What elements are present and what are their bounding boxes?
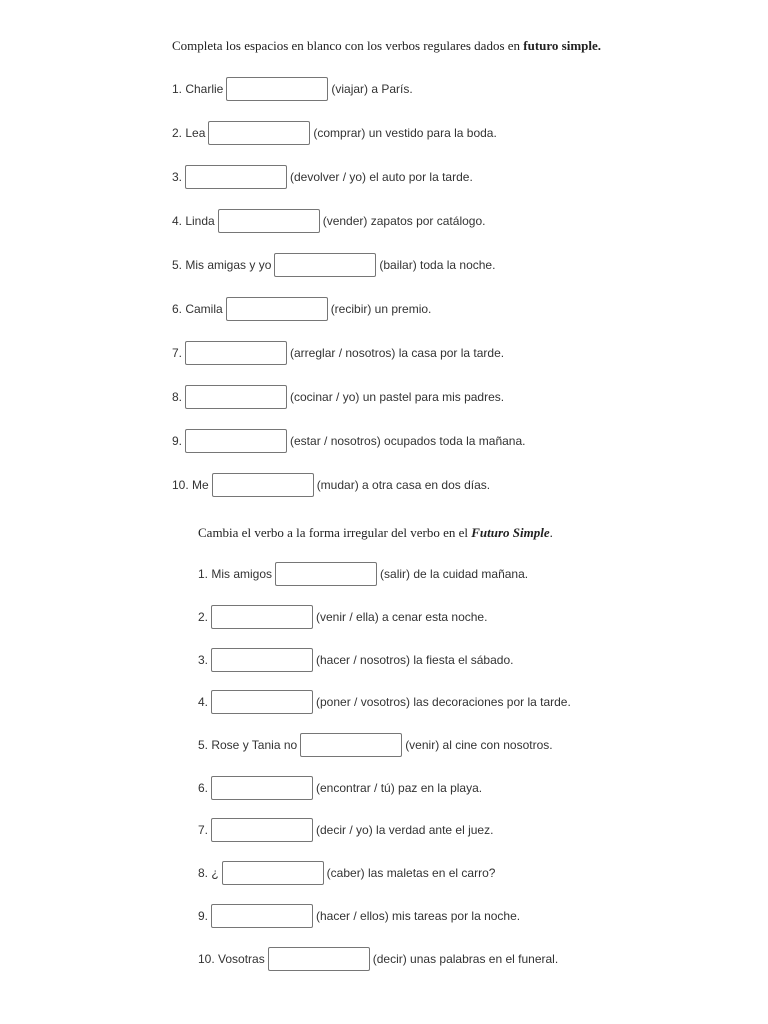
item-prefix: 1. Mis amigos bbox=[198, 567, 273, 581]
answer-field[interactable] bbox=[274, 253, 376, 277]
section2-instruction-text: Cambia el verbo a la forma irregular del verbo en el bbox=[198, 525, 472, 540]
item-hint: (decir / yo) la verdad ante el juez. bbox=[316, 823, 494, 837]
section1-instruction-emphasis: futuro simple. bbox=[523, 38, 602, 53]
exercise1-item bbox=[172, 385, 504, 409]
section2-instruction bbox=[198, 525, 553, 541]
item-hint: (encontrar / tú) paz en la playa. bbox=[316, 781, 483, 795]
exercise1-item bbox=[172, 297, 431, 321]
answer-field[interactable] bbox=[185, 385, 287, 409]
item-hint: (arreglar / nosotros) la casa por la tarde. bbox=[290, 346, 505, 360]
exercise1-item bbox=[172, 165, 473, 189]
exercise1-item bbox=[172, 209, 485, 233]
item-prefix: 8. bbox=[172, 390, 183, 404]
item-prefix: 9. bbox=[172, 434, 183, 448]
exercise2-item bbox=[198, 733, 553, 757]
answer-field[interactable] bbox=[185, 341, 287, 365]
item-prefix: 2. Lea bbox=[172, 126, 206, 140]
item-hint: (comprar) un vestido para la boda. bbox=[313, 126, 497, 140]
exercise2-item bbox=[198, 776, 482, 800]
answer-field[interactable] bbox=[185, 429, 287, 453]
item-prefix: 6. Camila bbox=[172, 302, 223, 316]
exercise2-item bbox=[198, 690, 571, 714]
item-prefix: 5. Rose y Tania no bbox=[198, 738, 298, 752]
exercise2-item bbox=[198, 648, 513, 672]
exercise1-item bbox=[172, 77, 413, 101]
item-hint: (poner / vosotros) las decoraciones por la tarde. bbox=[316, 695, 571, 709]
exercise2-item bbox=[198, 947, 558, 971]
item-hint: (recibir) un premio. bbox=[330, 302, 432, 316]
exercise2-item bbox=[198, 562, 528, 586]
item-prefix: 10. Me bbox=[172, 478, 209, 492]
exercise1-item bbox=[172, 121, 497, 145]
item-hint: (vender) zapatos por catálogo. bbox=[322, 214, 486, 228]
item-prefix: 4. bbox=[198, 695, 209, 709]
exercise1-item bbox=[172, 473, 490, 497]
item-hint: (venir / ella) a cenar esta noche. bbox=[316, 610, 488, 624]
exercise1-item bbox=[172, 253, 495, 277]
item-prefix: 3. bbox=[172, 170, 183, 184]
answer-field[interactable] bbox=[226, 77, 328, 101]
item-prefix: 9. bbox=[198, 909, 209, 923]
item-hint: (cocinar / yo) un pastel para mis padres. bbox=[290, 390, 505, 404]
item-hint: (caber) las maletas en el carro? bbox=[326, 866, 496, 880]
exercise2-item bbox=[198, 861, 495, 885]
answer-field[interactable] bbox=[211, 776, 313, 800]
answer-field[interactable] bbox=[211, 904, 313, 928]
item-hint: (venir) al cine con nosotros. bbox=[405, 738, 553, 752]
item-prefix: 7. bbox=[198, 823, 209, 837]
item-prefix: 1. Charlie bbox=[172, 82, 224, 96]
item-hint: (decir) unas palabras en el funeral. bbox=[372, 952, 559, 966]
item-prefix: 6. bbox=[198, 781, 209, 795]
exercise2-item bbox=[198, 818, 493, 842]
section2-instruction-suffix: . bbox=[549, 525, 553, 540]
item-hint: (hacer / nosotros) la fiesta el sábado. bbox=[316, 653, 514, 667]
answer-field[interactable] bbox=[222, 861, 324, 885]
answer-field[interactable] bbox=[185, 165, 287, 189]
answer-field[interactable] bbox=[211, 648, 313, 672]
answer-field[interactable] bbox=[208, 121, 310, 145]
item-prefix: 10. Vosotras bbox=[198, 952, 265, 966]
answer-field[interactable] bbox=[218, 209, 320, 233]
item-prefix: 2. bbox=[198, 610, 209, 624]
answer-field[interactable] bbox=[226, 297, 328, 321]
item-prefix: 4. Linda bbox=[172, 214, 215, 228]
item-hint: (devolver / yo) el auto por la tarde. bbox=[290, 170, 473, 184]
section1-instruction bbox=[172, 38, 601, 54]
item-hint: (bailar) toda la noche. bbox=[379, 258, 496, 272]
section1-instruction-text: Completa los espacios en blanco con los verbos regulares dados en bbox=[172, 38, 524, 53]
answer-field[interactable] bbox=[211, 818, 313, 842]
item-prefix: 5. Mis amigas y yo bbox=[172, 258, 272, 272]
answer-field[interactable] bbox=[211, 690, 313, 714]
item-hint: (estar / nosotros) ocupados toda la mañana. bbox=[290, 434, 526, 448]
item-hint: (viajar) a París. bbox=[331, 82, 413, 96]
exercise2-item bbox=[198, 904, 520, 928]
answer-field[interactable] bbox=[300, 733, 402, 757]
item-hint: (salir) de la cuidad mañana. bbox=[380, 567, 529, 581]
exercise2-item bbox=[198, 605, 487, 629]
answer-field[interactable] bbox=[211, 605, 313, 629]
answer-field[interactable] bbox=[275, 562, 377, 586]
exercise1-item bbox=[172, 341, 504, 365]
answer-field[interactable] bbox=[268, 947, 370, 971]
item-prefix: 8. ¿ bbox=[198, 866, 219, 880]
item-prefix: 7. bbox=[172, 346, 183, 360]
item-prefix: 3. bbox=[198, 653, 209, 667]
section2-instruction-emphasis: Futuro Simple bbox=[471, 525, 550, 540]
item-hint: (hacer / ellos) mis tareas por la noche. bbox=[316, 909, 521, 923]
item-hint: (mudar) a otra casa en dos días. bbox=[316, 478, 491, 492]
exercise1-item bbox=[172, 429, 526, 453]
answer-field[interactable] bbox=[212, 473, 314, 497]
